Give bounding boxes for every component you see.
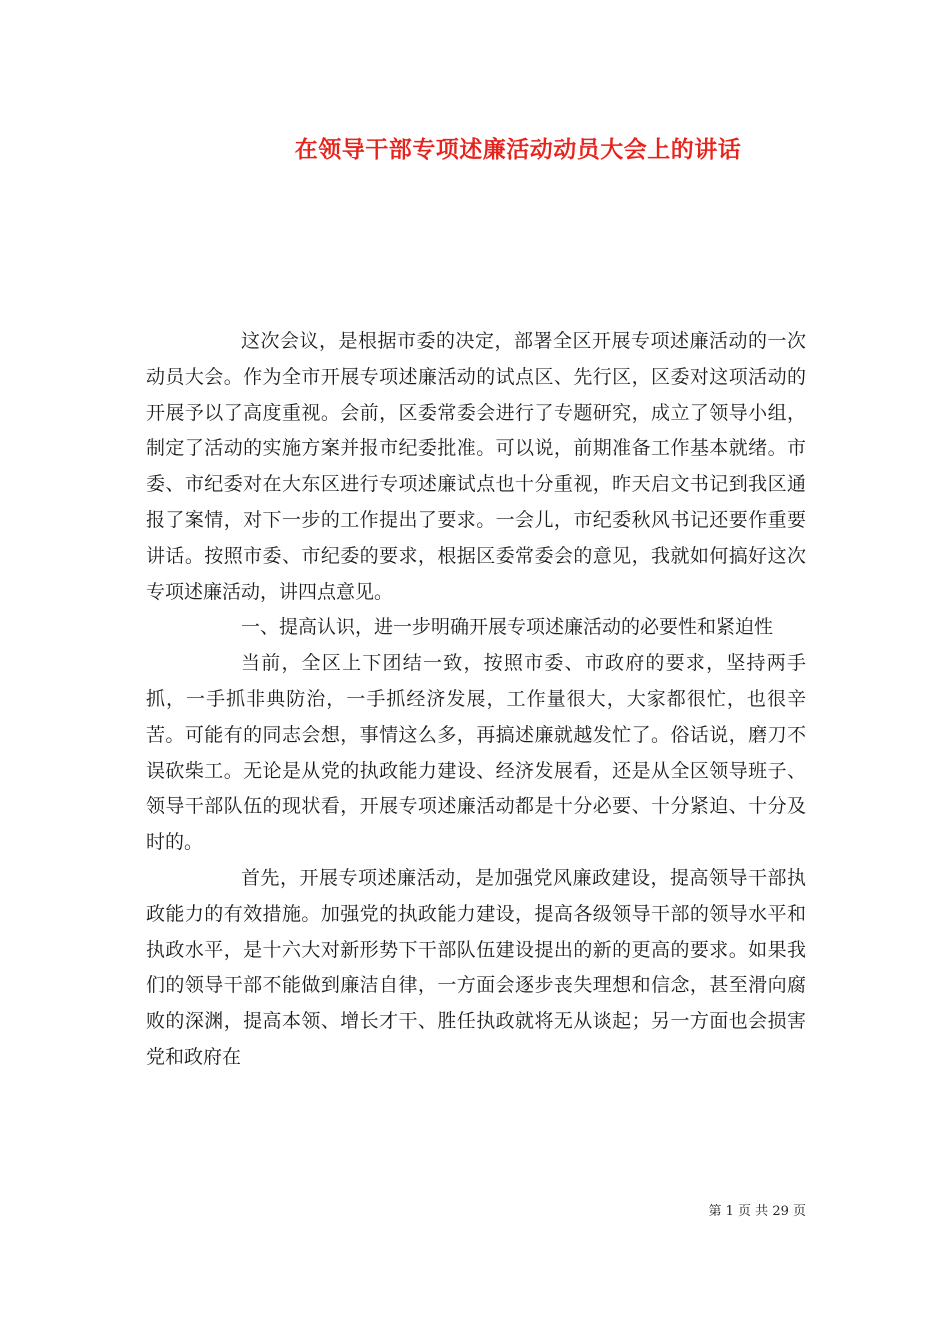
paragraph-first-point: 首先，开展专项述廉活动，是加强党风廉政建设，提高领导干部执政能力的有效措施。加强党的执政能力建设，提高各级领导干部的领导水平和执政水平，是十六大对新形势下干部队伍建设提出的新的更高的要求。如果我们的领导干部不能做到廉洁自律，一方面会逐步丧失理想和信念，甚至滑向腐败的深渊，提高本领、增长才干、胜任执政就将无从谈起；另一方面也会损害党和政府在 [146,866,806,1068]
document-title: 在领导干部专项述廉活动动员大会上的讲话 [294,136,742,163]
paragraph-intro: 这次会议，是根据市委的决定，部署全区开展专项述廉活动的一次动员大会。作为全市开展专项述廉活动的试点区、先行区，区委对这项活动的开展予以了高度重视。会前，区委常委会进行了专题研究，成立了领导小组，制定了活动的实施方案并报市纪委批准。可以说，前期准备工作基本就绪。市委、市纪委对在大东区进行专项述廉试点也十分重视，昨天启文书记到我区通报了案情，对下一步的工作提出了要求。一会儿，市纪委秋风书记还要作重要讲话。按照市委、市纪委的要求，根据区委常委会的意见，我就如何搞好这次专项述廉活动，讲四点意见。 [146,330,806,603]
page-number-footer: 第 1 页 共 29 页 [708,1204,806,1219]
document-body [146,324,806,1076]
section-heading-one: 一、提高认识，进一步明确开展专项述廉活动的必要性和紧迫性 [241,616,774,639]
paragraph-current-situation: 当前，全区上下团结一致，按照市委、市政府的要求，坚持两手抓，一手抓非典防治，一手抓经济发展，工作量很大，大家都很忙，也很辛苦。可能有的同志会想，事情这么多，再搞述廉就越发忙了。俗话说，磨刀不误砍柴工。无论是从党的执政能力建设、经济发展看，还是从全区领导班子、领导干部队伍的现状看，开展专项述廉活动都是十分必要、十分紧迫、十分及时的。 [146,652,806,854]
